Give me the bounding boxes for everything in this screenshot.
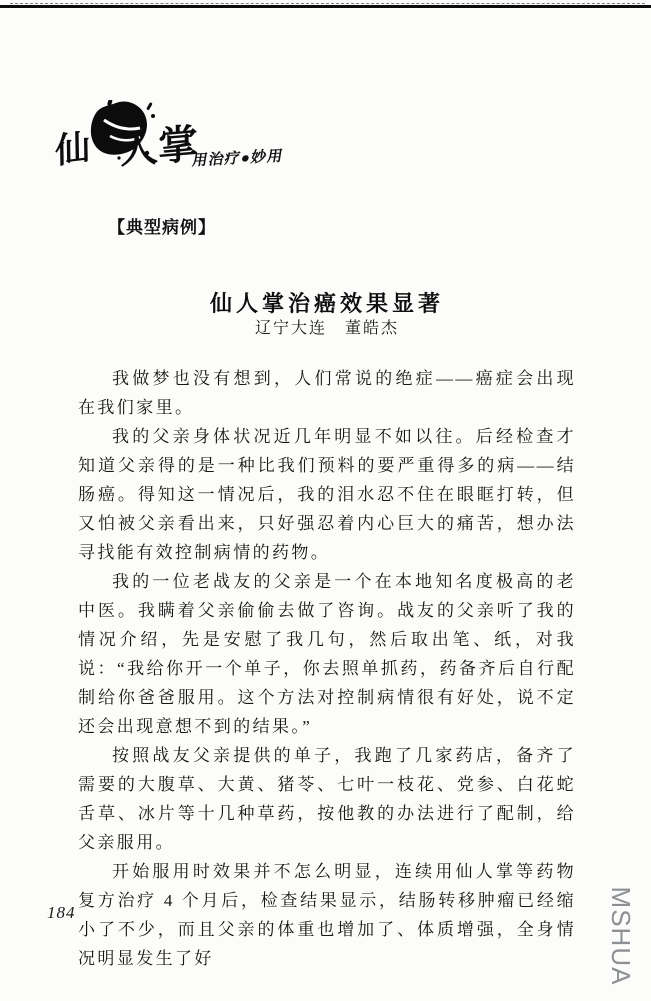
article-title: 仙人掌治癌效果显著 xyxy=(209,290,444,316)
paragraph: 开始服用时效果并不怎么明显，连续用仙人掌等药物复方治疗 4 个月后，检查结果显示，结肠转移肿瘤已经缩小了不少，而且父亲的体重也增加了、体质增强，全身情况明显发生了好 xyxy=(78,862,576,968)
article-body xyxy=(78,364,576,973)
article-byline: 辽宁大连 董皓杰 xyxy=(254,320,399,337)
section-label: 【典型病例】 xyxy=(108,218,216,237)
page-top-rule xyxy=(0,5,651,8)
paragraph: 按照战友父亲提供的单子，我跑了几家药店，备齐了需要的大腹草、大黄、猪苓、七叶一枝花、党参、白花蛇舌草、冰片等十几种草药，按他教的办法进行了配制，给父亲服用。 xyxy=(78,746,576,852)
paragraph: 我的一位老战友的父亲是一个在本地知名度极高的老中医。我瞒着父亲偷偷去做了咨询。战友的父亲听了我的情况介绍，先是安慰了我几句，然后取出笔、纸，对我说：“我给你开一个单子，你去照单抓药，药备齐后自行配制给你爸爸服用。这个方法对控制病情很有好处，说不定还会出现意想不到的结果。” xyxy=(78,572,576,736)
paragraph: 我做梦也没有想到，人们常说的绝症——癌症会出现在我们家里。 xyxy=(78,369,576,417)
book-logo xyxy=(55,98,305,183)
logo-title-char: 掌 xyxy=(157,121,199,170)
watermark: MSHUA xyxy=(606,886,636,986)
logo-title-char: 人 xyxy=(117,127,159,173)
page-number: 184 xyxy=(47,903,76,922)
logo-title-char: 仙 xyxy=(54,127,91,172)
paragraph: 我的父亲身体状况近几年明显不如以往。后经检查才知道父亲得的是一种比我们预料的要严重得多的病——结肠癌。得知这一情况后，我的泪水忍不住在眼眶打转，但又怕被父亲看出来，只好强忍着内心巨大的痛苦，想办法寻找能有效控制病情的药物。 xyxy=(78,427,576,562)
logo-subtitle: 用治疗●妙用 xyxy=(191,147,285,170)
